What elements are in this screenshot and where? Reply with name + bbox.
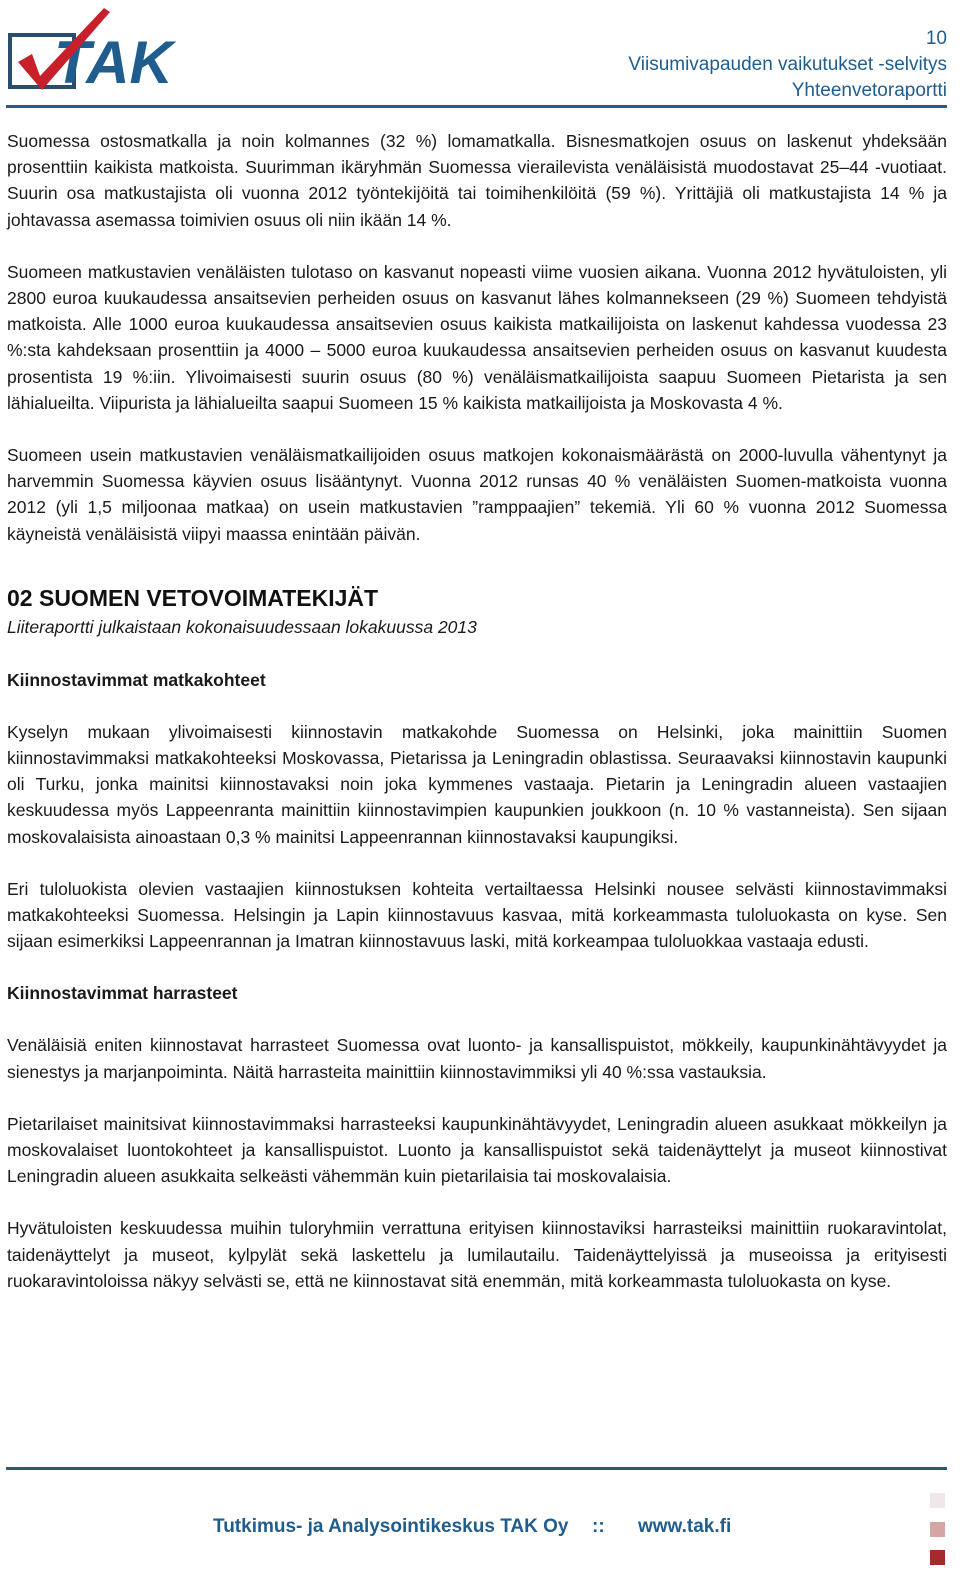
logo-text: TAK <box>54 29 173 96</box>
footer-separator: :: <box>592 1516 605 1537</box>
header-info <box>628 26 947 104</box>
decor-square <box>930 1493 945 1508</box>
decor-square <box>930 1522 945 1537</box>
paragraph: Suomeen matkustavien venäläisten tulotaso on kasvanut nopeasti viime vuosien aikana. Vuonna 2012 hyvätuloisten, yli 2800 euroa kuukaudessa ansaitsevien perheiden osuus on kasvanut lähes kolmannekseen (29 %) Suomeen tehdyistä matkoista. Alle 1000 euroa kuukaudessa ansaitsevien osuus kaikista matkailijoista on laskenut kahdessa vuodessa 23 %:sta kahdeksaan prosenttiin ja 4000 – 5000 euroa kuukaudessa ansaitsevien perheiden osuus on kasvanut kuudesta prosentista 19 %:iin. Ylivoimaisesti suurin osuus (80 %) venäläismatkailijoista saapuu Suomeen Pietarista ja sen lähialueilta. Viipurista ja lähialueilta saapui Suomeen 15 % kaikista matkailijoista ja Moskovasta 4 %. <box>7 261 947 413</box>
report-subtitle: Yhteenvetoraportti <box>791 80 947 101</box>
subsection-title: Kiinnostavimmat harrasteet <box>7 983 238 1004</box>
header-divider <box>6 105 947 108</box>
decor-square <box>930 1550 945 1565</box>
footer-url-link[interactable]: www.tak.fi <box>638 1516 732 1537</box>
paragraph: Hyvätuloisten keskuudessa muihin tuloryhmiin verrattuna erityisen kiinnostaviksi harrasteiksi mainittiin ruokaravintolat, taidenäyttelyt ja museot, kylpylät sekä laskettelu ja lumilautailu. Taidenäyttelyissä ja museoissa ja erityisesti ruokaravintoloissa näkyy selvästi se, että ne kiinnostavat sitä enemmän, mitä korkeammasta tuloluokasta on kyse. <box>7 1218 947 1291</box>
paragraph: Eri tuloluokista olevien vastaajien kiinnostuksen kohteita vertailtaessa Helsinki nousee selvästi kiinnostavimmaksi matkakohteeksi Suomessa. Helsingin ja Lapin kiinnostavuus kasvaa, mitä korkeammasta tuloluokasta on kyse. Sen sijaan esimerkiksi Lappeenrannan ja Imatran kiinnostavuus laski, mitä korkeampaa tuloluokkaa vastaaja edusti. <box>7 878 947 952</box>
paragraph: Pietarilaiset mainitsivat kiinnostavimmaksi harrasteeksi kaupunkinähtävyydet, Leningradin alueen asukkaat mökkeilyn ja moskovalaiset luontokohteet ja kansallispuistot. Luonto ja kansallispuistot sekä taidenäyttelyt ja museot kiinnostivat Leningradin alueen asukkaita selkeästi vähemmän kuin pietarilaisia tai moskovalaisia. <box>7 1113 947 1187</box>
page-footer <box>0 1514 960 1544</box>
footer-organization: Tutkimus- ja Analysointikeskus TAK Oy <box>213 1516 569 1537</box>
tak-logo <box>6 2 216 98</box>
report-title: Viisumivapauden vaikutukset -selvitys <box>628 54 947 75</box>
paragraph: Suomessa ostosmatkalla ja noin kolmannes (32 %) lomamatkalla. Bisnesmatkojen osuus on laskenut yhdeksään prosenttiin kaikista matkoista. Suurimman ikäryhmän Suomessa vierailevista venäläisistä muodostavat 25–44 -vuotiaat. Suurin osa matkustajista oli vuonna 2012 työntekijöitä tai toimihenkilöitä (59 %). Yrittäjiä oli matkustajista 14 % ja johtavassa asemassa toimivien osuus oli niin ikään 14 %. <box>7 131 947 230</box>
section-subtitle: Liiteraportti julkaistaan kokonaisuudessaan lokakuussa 2013 <box>7 616 477 637</box>
page-number: 10 <box>925 28 947 49</box>
page-header <box>0 0 960 112</box>
section-title: 02 SUOMEN VETOVOIMATEKIJÄT <box>7 584 379 611</box>
page-body <box>7 128 947 1320</box>
footer-divider <box>6 1467 947 1470</box>
paragraph: Kyselyn mukaan ylivoimaisesti kiinnostavin matkakohde Suomessa on Helsinki, joka mainittiin Suomen kiinnostavimmaksi matkakohteeksi Moskovassa, Pietarissa ja Leningradin oblastissa. Seuraavaksi kiinnostavin kaupunki oli Turku, jonka mainitsi kiinnostavaksi noin joka kymmenes vastaaja. Pietarin ja Leningradin alueen vastaajien keskuudessa myös Lappeenranta mainittiin kiinnostavimpien kaupunkien joukkoon (n. 10 % vastanneista). Sen sijaan moskovalaisista ainoastaan 0,3 % mainitsi Lappeenrannan kiinnostavaksi kaupungiksi. <box>7 721 947 847</box>
paragraph: Venäläisiä eniten kiinnostavat harrasteet Suomessa ovat luonto- ja kansallispuistot, mökkeily, kaupunkinähtävyydet ja sienestys ja marjanpoiminta. Näitä harrasteita mainittiin kiinnostavimmiksi yli 40 %:ssa vastauksia. <box>7 1035 947 1082</box>
subsection-title: Kiinnostavimmat matkakohteet <box>7 669 266 690</box>
paragraph: Suomeen usein matkustavien venäläismatkailijoiden osuus matkojen kokonaismäärästä on 2000-luvulla vähentynyt ja harvemmin Suomessa käyvien osuus lisääntynyt. Vuonna 2012 runsas 40 % venäläisten Suomen-matkoista vuonna 2012 (yli 1,5 miljoonaa matkaa) on usein matkustavien ”ramppaajien” tekemiä. Yli 60 % vuonna 2012 Suomessa käyneistä venäläisistä viipyi maassa enintään päivän. <box>7 445 947 544</box>
